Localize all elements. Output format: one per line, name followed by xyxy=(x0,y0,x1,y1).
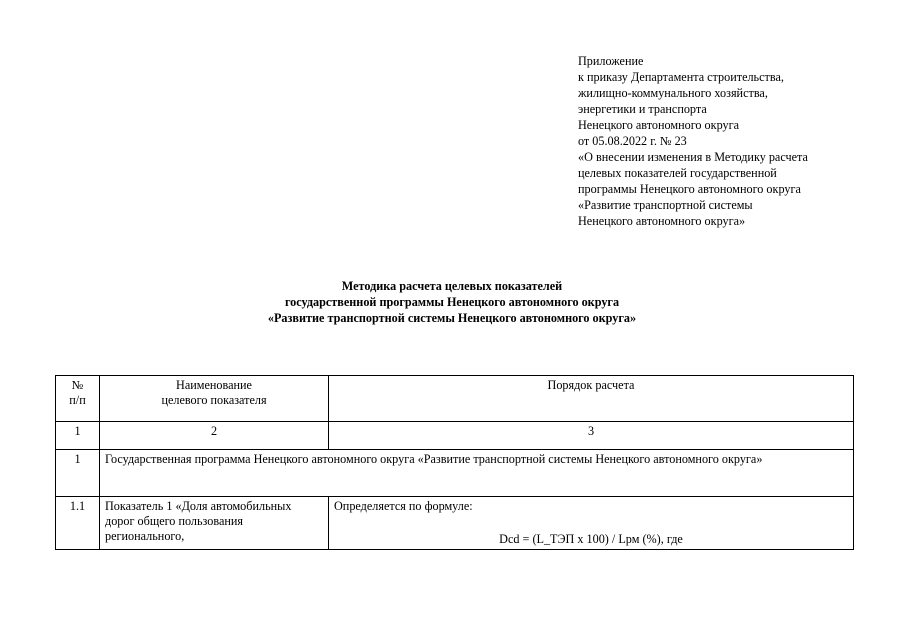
title-line: государственной программы Ненецкого автономного округа xyxy=(284,295,620,309)
appendix-line: «О внесении изменения в Методику расчета xyxy=(578,150,808,164)
col-number-cell: 2 xyxy=(100,422,329,450)
header-name-line2: целевого показателя xyxy=(161,393,267,407)
header-calc-cell: Порядок расчета xyxy=(329,376,854,422)
appendix-line: Приложение xyxy=(578,54,644,68)
title-line: Методика расчета целевых показателей xyxy=(341,279,563,293)
program-num-cell: 1 xyxy=(56,450,100,497)
header-num-line2: п/п xyxy=(69,393,86,407)
program-text-cell: Государственная программа Ненецкого автономного округа «Развитие транспортной системы Ненецкого автономного округа» xyxy=(100,450,854,497)
calc-intro: Определяется по формуле: xyxy=(334,499,473,513)
header-num-line1: № xyxy=(71,378,84,392)
indicator-name-cell: Показатель 1 «Доля автомобильных дорог общего пользования регионального, xyxy=(100,497,329,550)
header-num-cell xyxy=(56,376,100,422)
header-name-line1: Наименование xyxy=(176,378,252,392)
appendix-line: Ненецкого автономного округа» xyxy=(578,214,746,228)
appendix-line: «Развитие транспортной системы xyxy=(578,198,753,212)
column-numbers-row xyxy=(56,422,854,450)
appendix-line: целевых показателей государственной xyxy=(578,166,777,180)
appendix-line: к приказу Департамента строительства, xyxy=(578,70,784,84)
header-name-cell xyxy=(100,376,329,422)
appendix-line: Ненецкого автономного округа xyxy=(578,118,740,132)
appendix-line: энергетики и транспорта xyxy=(578,102,707,116)
formula: Dcd = (L_ТЭП х 100) / Lрм (%), где xyxy=(499,532,683,546)
program-row xyxy=(56,450,854,497)
appendix-line: программы Ненецкого автономного округа xyxy=(578,182,801,196)
indicator-calc-cell xyxy=(329,497,854,550)
col-number-cell: 1 xyxy=(56,422,100,450)
indicators-table xyxy=(55,375,854,550)
appendix-note xyxy=(578,53,808,229)
indicator-num-cell: 1.1 xyxy=(56,497,100,550)
appendix-line: от 05.08.2022 г. № 23 xyxy=(578,134,687,148)
table-header-row xyxy=(56,376,854,422)
appendix-line: жилищно-коммунального хозяйства, xyxy=(578,86,768,100)
title-line: «Развитие транспортной системы Ненецкого автономного округа» xyxy=(267,311,637,325)
document-title xyxy=(0,278,904,326)
indicator-row xyxy=(56,497,854,550)
col-number-cell: 3 xyxy=(329,422,854,450)
